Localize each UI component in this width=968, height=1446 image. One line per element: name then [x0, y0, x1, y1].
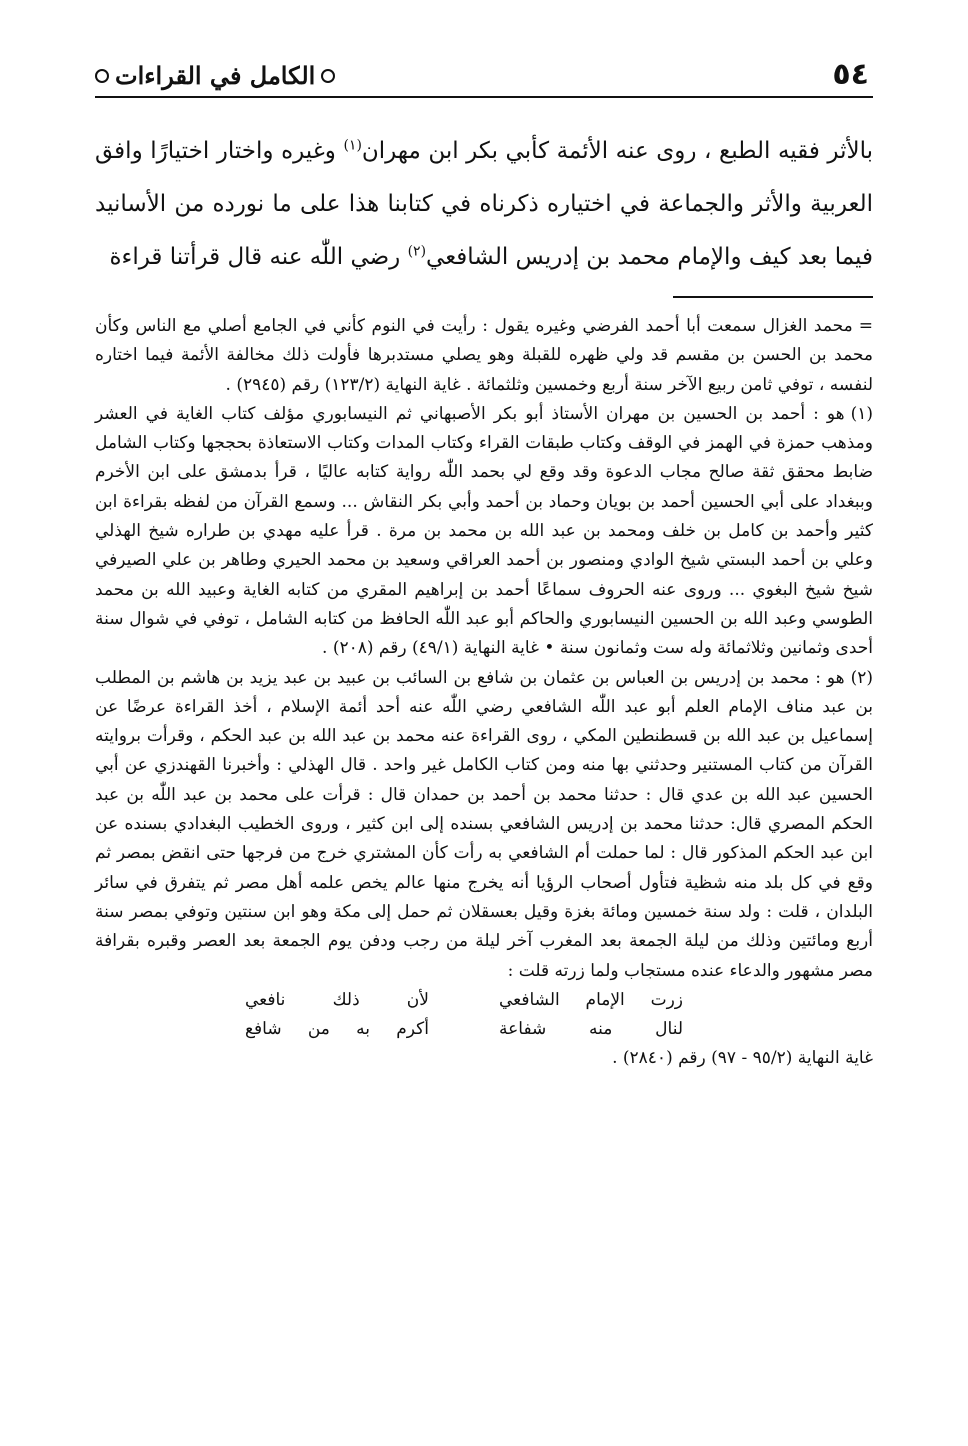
- footnote-text: هو : أحمد بن الحسين بن مهران الأستاذ أبو بكر الأصبهاني ثم النيسابوري مؤلف كتاب الغاية في العشر ومذهب حمزة في الهمز في الوقف وكتاب طبقات القراء وكتاب المدات وكتاب الاستعاذة بحججها وكتاب الشامل ضابط محقق ثقة صالح مجاب الدعوة وقد وقع لي بحمد اللّٰه رواية كتابه عاليًا ، قرأ بدمشق على ابن الأخرم وببغداد على أبي الحسين أحمد بن بويان وحماد بن أحمد وأبي بكر النقاش ... وسمع القرآن من لفظه بقراءة ابن كثير وأحمد بن كامل بن خلف ومحمد بن عبد الله بن محمد بن مرة . قرأ عليه مهدي بن طراره شيخ الهذلي وعلي بن أحمد البستي شيخ الوادي ومنصور بن أحمد العراقي وسعيد بن محمد الحيري وطاهر بن علي الصيرفي شيخ شيخ البغوي ... وروى عنه الحروف سماعًا أحمد بن إبراهيم المقري من كتابه الغاية وعبيد الله بن محمد الطوسي وعبد الله بن الحسين النيسابوري والحاكم أبو عبد اللّٰه الحافظ من كتابه الشامل ، توفي في شوال سنة أحدى وثمانين وثلاثمائة وله ست وثمانون سنة • غاية النهاية (٤٩/١) رقم (٢٠٨) .: [95, 403, 873, 659]
- poem-verse-1-first: زرت الإمام الشافعي: [499, 989, 683, 1010]
- footnote-continued: [95, 312, 873, 400]
- footnotes: [95, 312, 873, 1074]
- footnote-closing: غاية النهاية (٩٥/٢ - ٩٧) رقم (٢٨٤٠) .: [612, 1048, 873, 1069]
- footnote-2: [95, 664, 873, 986]
- page-number: ٥٤: [832, 57, 869, 92]
- footnote-separator: [673, 296, 873, 298]
- poem-verse-2-first: لنال منه شفاعة: [499, 1019, 683, 1040]
- circle-ornament-icon: [321, 69, 335, 83]
- running-title: [95, 61, 335, 96]
- page-header: [95, 52, 873, 98]
- main-text-part: رضي اللّٰه عنه قال قرأتنا قراءة: [109, 244, 408, 270]
- poem-verse-2-second: أكرم به من شافع: [245, 1019, 429, 1040]
- footnote-marker: =: [858, 316, 873, 336]
- footnote-ref-2: (٢): [407, 243, 427, 260]
- footnote-marker: (٢): [850, 667, 873, 688]
- footnote-ref-1: (١): [343, 137, 362, 154]
- footnote-marker: (١): [850, 403, 873, 424]
- footnote-1: [95, 400, 873, 664]
- circle-ornament-icon: [95, 69, 109, 83]
- footnote-text: هو : محمد بن إدريس بن العباس بن عثمان بن شافع بن السائب بن عبيد بن عبد يزيد بن هاشم بن المطلب بن عبد مناف الإمام العلم أبو عبد اللّٰه الشافعي رضي اللّٰه عنه أحد أئمة الإسلام ، أخذ القراءة عرضًا عن إسماعيل بن عبد الله بن قسطنطين المكي ، روى القراءة عنه محمد بن عبد الله بن عبد الحكم ، وقرأت بروايته القرآن من كتاب المستنير وحدثني بها منه ومن كتاب الكامل غير واحد . قال الهذلي : وأخبرنا القهندزي عن أبي الحسين عبد الله بن عدي قال : حدثنا محمد بن أحمد بن حمدان قال : قرأت على محمد بن عبد اللّٰه بن عبد الحكم المصري قال: حدثنا محمد بن إدريس الشافعي بسنده إلى ابن كثير ، وروى الخطيب البغدادي بسنده عن ابن عبد الحكم المذكور قال : لما حملت أم الشافعي به رأت كأن المشتري خرج من فرجها حتى انقض بمصر ثم وقع في كل بلد منه شظية فتأول أصحاب الرؤيا أنه يخرج منها عالم يخص علمه أهل مصر ثم يتفرق في سائر البلدان ، قلت : ولد سنة خمسين ومائة بغزة وقيل بعسقلان ثم حمل إلى مكة وهو ابن سنتين وتوفي بمصر سنة أربع ومائتين وذلك من ليلة الجمعة بعد المغرب آخر ليلة من رجب ودفن يوم الجمعة بعد العصر وقبره بقرافة مصر مشهور والدعاء عنده مستجاب ولما زرته قلت :: [95, 667, 873, 981]
- poem-verse-1-second: لأن ذلك نافعي: [245, 989, 429, 1010]
- running-title-text: الكامل في القراءات: [115, 61, 316, 90]
- footnote-text: محمد الغزال سمعت أبا أحمد الفرضي وغيره يقول : رأيت في النوم كأني في الجامع أصلي مع الناس وكأن محمد بن الحسن بن مقسم قد ولي ظهره للقبلة وهو يصلي مستدبرها فأولت ذلك مخالفة الأئمة فيما اختاره لنفسه ، توفي ثامن ربيع الآخر سنة أربع وخمسين وثلثمائة . غاية النهاية (١٢٣/٢) رقم (٢٩٤٥) .: [95, 316, 873, 395]
- main-paragraph: [95, 125, 873, 284]
- main-text: [95, 125, 873, 284]
- main-text-part: وغيره واختار اختيارًا وافق العربية والأثر والجماعة في اختياره ذكرناه في كتابنا هذا على ما نورده من الأسانيد فيما بعد كيف والإمام محمد بن إدريس الشافعي: [95, 138, 873, 270]
- poem: [95, 986, 873, 1045]
- main-text-part: بالأثر فقيه الطبع ، روى عنه الأئمة كأبي بكر ابن مهران: [361, 138, 874, 164]
